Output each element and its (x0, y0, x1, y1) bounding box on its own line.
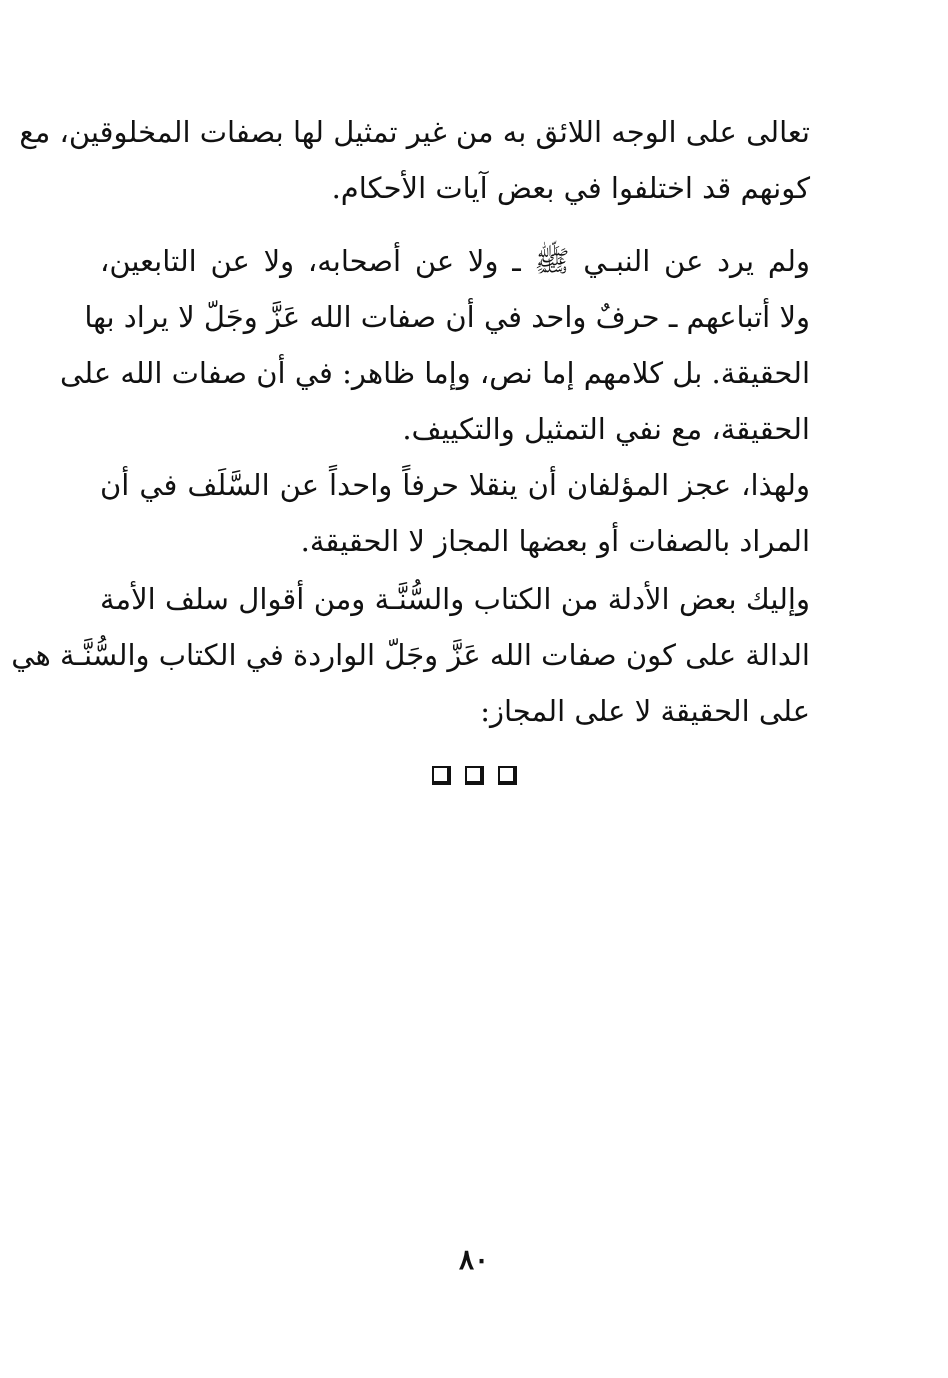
paragraph-3 (100, 457, 810, 569)
paragraph-line: الحقيقة، مع نفي التمثيل والتكييف. (402, 412, 810, 446)
paragraph-1 (19, 104, 810, 216)
paragraph-line: تعالى على الوجه اللائق به من غير تمثيل لها بصفات المخلوقين، مع (19, 115, 810, 149)
separator-square-icon (465, 766, 484, 785)
paragraph-line: وإليك بعض الأدلة من الكتاب والسُّنَّـة ومن أقوال سلف الأمة (100, 582, 810, 616)
paragraph-line: على الحقيقة لا على المجاز: (480, 694, 810, 728)
paragraph-line: ولهذا، عجز المؤلفان أن ينقلا حرفاً واحداً عن السَّلَف في أن (100, 468, 810, 502)
page-number: ٨٠ (458, 1243, 490, 1276)
paragraph-line: الحقيقة. بل كلامهم إما نص، وإما ظاهر: في أن صفات الله على (60, 356, 810, 390)
separator-square-icon (498, 766, 517, 785)
paragraph-4 (11, 571, 810, 739)
paragraph-2 (60, 233, 810, 457)
paragraph-line: المراد بالصفات أو بعضها المجاز لا الحقيقة. (300, 524, 810, 558)
paragraph-line: كونهم قد اختلفوا في بعض آيات الأحكام. (331, 171, 810, 205)
separator-square-icon (432, 766, 451, 785)
paragraph-line: ولا أتباعهم ـ حرفٌ واحد في أن صفات الله عَزَّ وجَلّ لا يراد بها (84, 300, 810, 334)
paragraph-line: ولم يرد عن النبـي ﷺ ـ ولا عن أصحابه، ولا عن التابعين، (100, 244, 810, 278)
section-separator (0, 766, 948, 785)
paragraph-line: الدالة على كون صفات الله عَزَّ وجَلّ الواردة في الكتاب والسُّنَّـة هي (11, 638, 810, 672)
